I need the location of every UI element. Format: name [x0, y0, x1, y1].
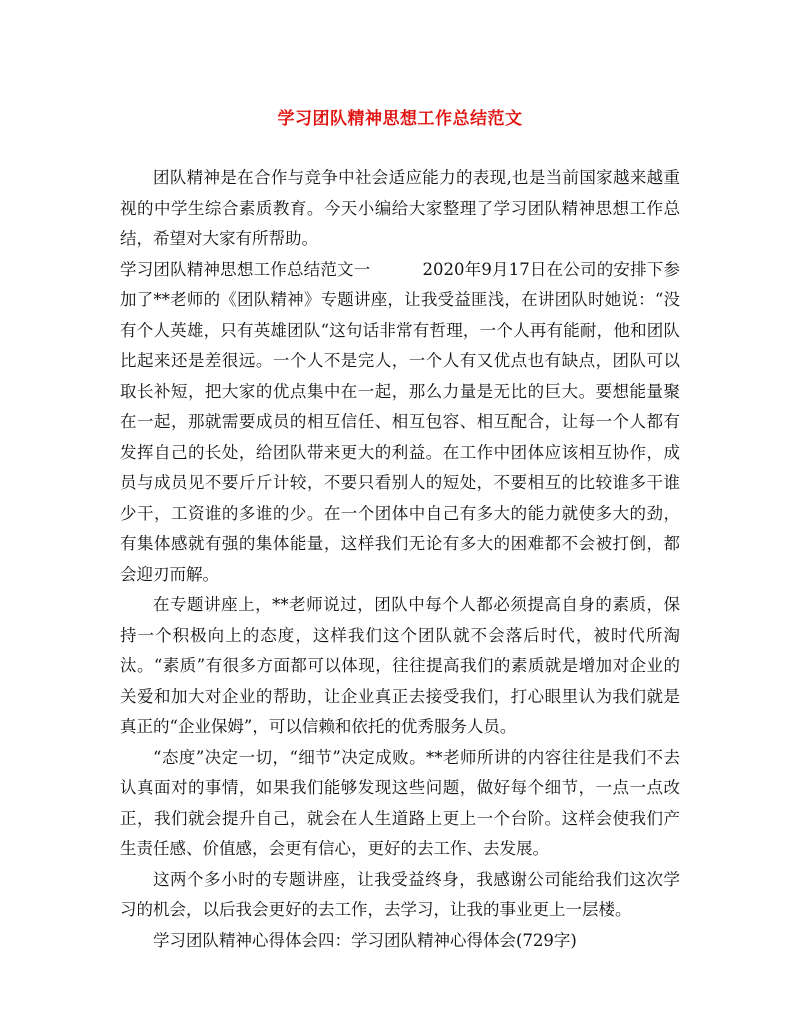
document-body	[120, 163, 680, 956]
section-heading: 学习团队精神思想工作总结范文一	[120, 259, 371, 279]
intro-paragraph: 团队精神是在合作与竞争中社会适应能力的表现,也是当前国家越来越重视的中学生综合素质教育。今天小编给大家整理了学习团队精神思想工作总结，希望对大家有所帮助。	[120, 168, 680, 248]
paragraph-2: 在专题讲座上，**老师说过，团队中每个人都必须提高自身的素质，保持一个积极向上的态度，这样我们这个团队就不会落后时代，被时代所淘汰。“素质”有很多方面都可以体现，往往提高我们的素质就是增加对企业的关爱和加大对企业的帮助，让企业真正去接受我们，打心眼里认为我们就是真正的“企业保姆”，可以信赖和依托的优秀服务人员。	[120, 595, 680, 736]
paragraph-3: “态度”决定一切，“细节”决定成败。**老师所讲的内容往往是我们不去认真面对的事情，如果我们能够发现这些问题，做好每个细节，一点一点改正，我们就会提升自己，就会在人生道路上更上一个台阶。这样会使我们产生责任感、价值感，会更有信心，更好的去工作、去发展。	[120, 747, 680, 858]
section-one-paragraph	[120, 255, 680, 591]
paragraph-4: 这两个多小时的专题讲座，让我受益终身，我感谢公司能给我们这次学习的机会，以后我会更好的去工作，去学习，让我的事业更上一层楼。	[120, 869, 680, 919]
document-title: 学习团队精神思想工作总结范文	[277, 109, 523, 129]
paragraph-5: 学习团队精神心得体会四：学习团队精神心得体会(729字)	[153, 930, 577, 950]
section-first-paragraph: 2020年9月17日在公司的安排下参加了**老师的《团队精神》专题讲座，让我受益匪浅，在讲团队时她说：“没有个人英雄，只有英雄团队“这句话非常有哲理，一个人再有能耐，他和团队比起来还是差很远。一个人不是完人，一个人有又优点也有缺点，团队可以取长补短，把大家的优点集中在一起，那么力量是无比的巨大。要想能量聚在一起，那就需要成员的相互信任、相互包容、相互配合，让每一个人都有发挥自己的长处，给团队带来更大的利益。在工作中团体应该相互协作，成员与成员见不要斤斤计较，不要只看别人的短处，不要相互的比较谁多干谁少干，工资谁的多谁的少。在一个团体中自己有多大的能力就使多大的劲，有集体感就有强的集体能量，这样我们无论有多大的困难都不会被打倒，都会迎刃而解。	[120, 259, 680, 584]
